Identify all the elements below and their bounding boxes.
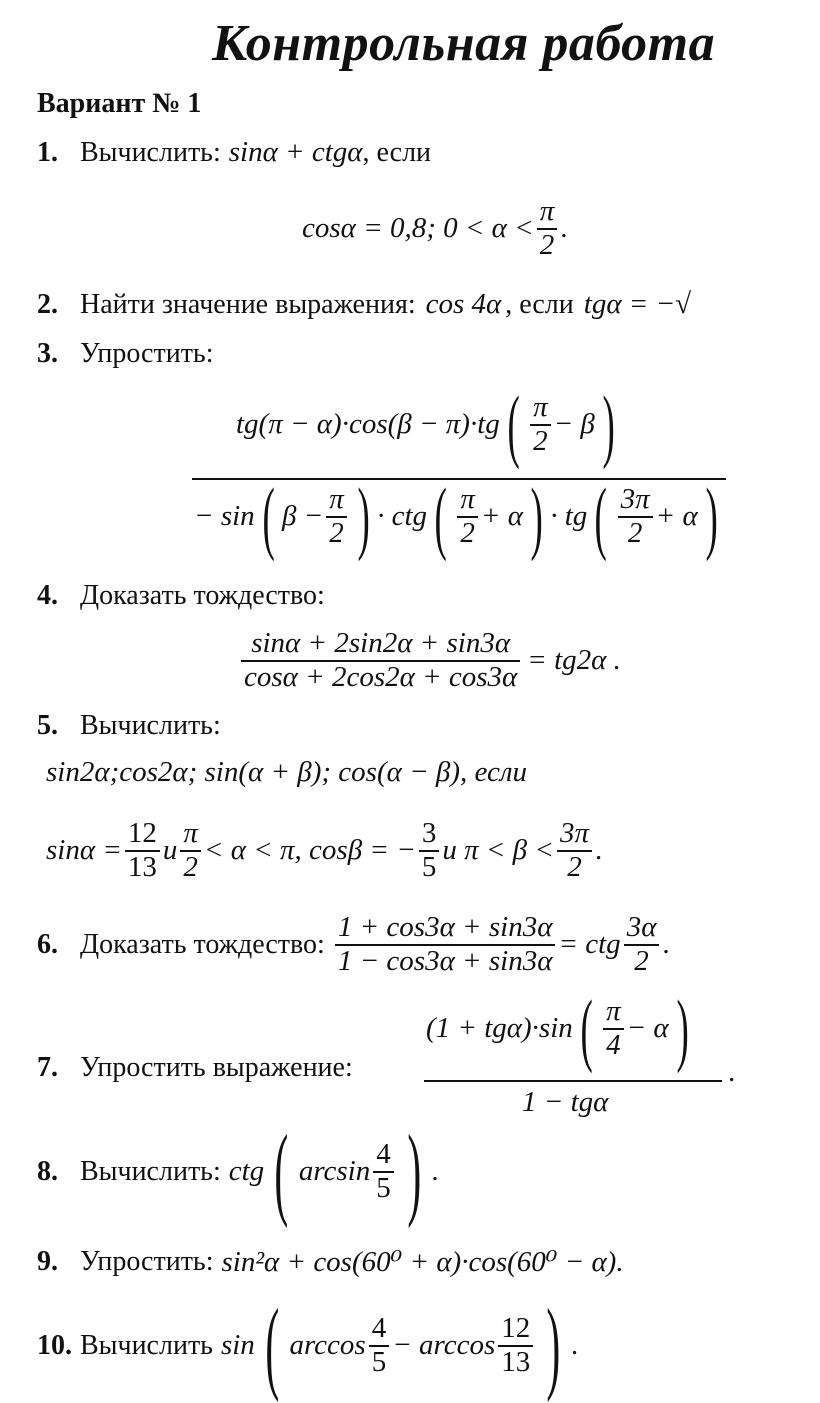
denominator: 5 [421, 850, 437, 883]
paren-left: ( [274, 1114, 289, 1229]
inner-function: arccos [289, 1329, 366, 1362]
numerator: 12 [125, 818, 160, 852]
fraction [326, 484, 347, 550]
fraction [557, 818, 592, 884]
task-10 [37, 1288, 579, 1403]
numerator: π [530, 392, 551, 426]
task-expression: sinα + ctgα [228, 136, 363, 168]
task-2 [37, 288, 691, 321]
task-3 [37, 338, 213, 370]
paren-right: ) [546, 1288, 561, 1403]
condition-end: . [594, 834, 603, 867]
page-title: Контрольная работа [212, 15, 716, 72]
numerator: 1 + cos3α + sin3α [335, 912, 556, 946]
denominator: cosα + 2cos2α + cos3α [244, 660, 518, 693]
task-expression: sin²α + cos(60⁰ + α)·cos(60⁰ − α). [221, 1246, 624, 1278]
task-4-identity [238, 628, 621, 694]
numerator: π [326, 484, 347, 518]
identity-end: . [662, 928, 670, 961]
numerator: 3α [624, 912, 660, 946]
denominator: 5 [371, 1345, 387, 1378]
paren-right: ) [407, 1114, 421, 1229]
task-4 [37, 580, 325, 612]
task-text: Упростить: [80, 338, 214, 369]
task-text: Доказать тождество: [80, 928, 325, 960]
identity-rhs: = ctg [558, 928, 621, 961]
task-suffix: , если [362, 136, 432, 168]
condition-end: . [560, 212, 568, 245]
task-7-end: . [728, 1056, 736, 1088]
task-7-numerator [426, 983, 696, 1075]
task-suffix: , если [505, 288, 574, 320]
fraction [498, 1313, 533, 1379]
condition-part: sinα = [46, 834, 122, 867]
task-1-condition [302, 196, 568, 262]
fraction [603, 996, 624, 1062]
denominator-part-c: · tg [550, 500, 588, 533]
task-3-numerator [236, 379, 622, 471]
task-text: Упростить выражение: [80, 1052, 353, 1083]
denominator-part-a-inner: β − [281, 500, 324, 533]
task-number: 5. [37, 710, 58, 741]
condition-part: и [162, 834, 178, 867]
paren-right: ) [530, 471, 543, 563]
paren-left: ( [434, 471, 447, 563]
paren-right: ) [602, 379, 615, 471]
task-text: Вычислить: [80, 1155, 221, 1187]
numerator: 12 [498, 1313, 533, 1347]
denominator: 2 [329, 516, 344, 549]
denominator: 2 [539, 228, 555, 261]
task-expression: cos 4α [425, 288, 502, 320]
variant-heading: Вариант № 1 [37, 88, 202, 119]
task-number: 2. [37, 288, 58, 320]
fraction [369, 1313, 390, 1379]
task-7-denominator: 1 − tgα [522, 1086, 609, 1118]
paren-left: ( [262, 471, 275, 563]
numerator: 3π [557, 818, 592, 852]
paren-left: ( [580, 983, 593, 1075]
task-number: 4. [37, 580, 58, 611]
task-number: 9. [37, 1245, 58, 1277]
denominator: 1 − cos3α + sin3α [337, 944, 553, 977]
task-expression: ctg [228, 1155, 265, 1188]
inner-function: arcsin [298, 1155, 371, 1188]
task-text: Вычислить [80, 1329, 213, 1361]
denominator-part-a: − sin [194, 500, 255, 533]
numerator-tail: − β [553, 408, 595, 441]
paren-left: ( [507, 379, 520, 471]
task-3-denominator [194, 471, 725, 563]
task-number: 8. [37, 1155, 58, 1187]
numerator: 3π [618, 484, 653, 518]
denominator: 2 [627, 516, 643, 549]
denominator-part-c-tail: + α [655, 500, 698, 533]
denominator: 13 [501, 1345, 531, 1378]
task-text: Вычислить: [80, 710, 221, 741]
task-number: 3. [37, 338, 58, 369]
fraction [624, 912, 660, 978]
paren-right: ) [357, 471, 370, 563]
task-number: 1. [37, 136, 58, 168]
fraction [180, 818, 201, 884]
fraction [335, 912, 556, 978]
numerator-expression: (1 + tgα)·sin [426, 1012, 573, 1045]
numerator: π [603, 996, 624, 1030]
fraction-line [424, 1080, 722, 1082]
task-5-expression: sin2α;cos2α; sin(α + β); cos(α − β), если [46, 756, 528, 788]
fraction [457, 484, 478, 550]
fraction [373, 1139, 394, 1205]
paren-right: ) [705, 471, 718, 563]
numerator: sinα + 2sin2α + sin3α [241, 628, 520, 662]
task-5 [37, 710, 221, 742]
task-6 [37, 912, 670, 978]
task-text: Упростить: [80, 1245, 214, 1277]
denominator-part-b: · ctg [377, 500, 428, 533]
denominator-part-b-tail: + α [480, 500, 523, 533]
denominator: 2 [533, 424, 548, 457]
numerator: π [180, 818, 201, 852]
fraction [618, 484, 653, 550]
task-5-condition [46, 818, 602, 884]
task-text: Вычислить: [80, 136, 221, 168]
denominator: 13 [127, 850, 157, 883]
task-expression: sin [220, 1329, 255, 1362]
denominator: 2 [567, 850, 582, 883]
task-end: . [570, 1329, 579, 1362]
numerator: 3 [419, 818, 440, 852]
numerator: 4 [373, 1139, 394, 1173]
task-number: 6. [37, 928, 58, 960]
task-number: 7. [37, 1052, 58, 1083]
task-7 [37, 1052, 353, 1084]
fraction [125, 818, 160, 884]
numerator-tail: − α [626, 1012, 669, 1045]
condition-part: < α < π, cosβ = − [203, 834, 416, 867]
denominator: 2 [460, 516, 475, 549]
fraction [419, 818, 440, 884]
fraction [537, 196, 558, 262]
inner-function: − arccos [392, 1329, 496, 1362]
denominator: 5 [376, 1171, 391, 1204]
numerator: 4 [369, 1313, 390, 1347]
fraction [530, 392, 551, 458]
task-9 [37, 1244, 624, 1279]
task-condition: tgα = −√ [583, 288, 692, 320]
paren-right: ) [676, 983, 689, 1075]
task-text: Доказать тождество: [80, 580, 325, 611]
paren-left: ( [265, 1288, 280, 1403]
denominator: 4 [606, 1028, 621, 1061]
numerator: π [457, 484, 478, 518]
condition-part: и π < β < [442, 834, 554, 867]
task-end: . [431, 1155, 439, 1188]
task-number: 10. [37, 1329, 72, 1361]
fraction [241, 628, 520, 694]
task-text: Найти значение выражения: [80, 288, 416, 320]
task-1 [37, 136, 431, 169]
numerator: π [537, 196, 558, 230]
identity-rhs: = tg2α . [527, 644, 621, 677]
paren-left: ( [594, 471, 608, 563]
condition-left: cosα = 0,8; 0 < α < [302, 212, 534, 245]
task-8 [37, 1114, 439, 1229]
numerator-expression: tg(π − α)·cos(β − π)·tg [236, 408, 500, 441]
denominator: 2 [183, 850, 198, 883]
denominator: 2 [634, 944, 649, 977]
